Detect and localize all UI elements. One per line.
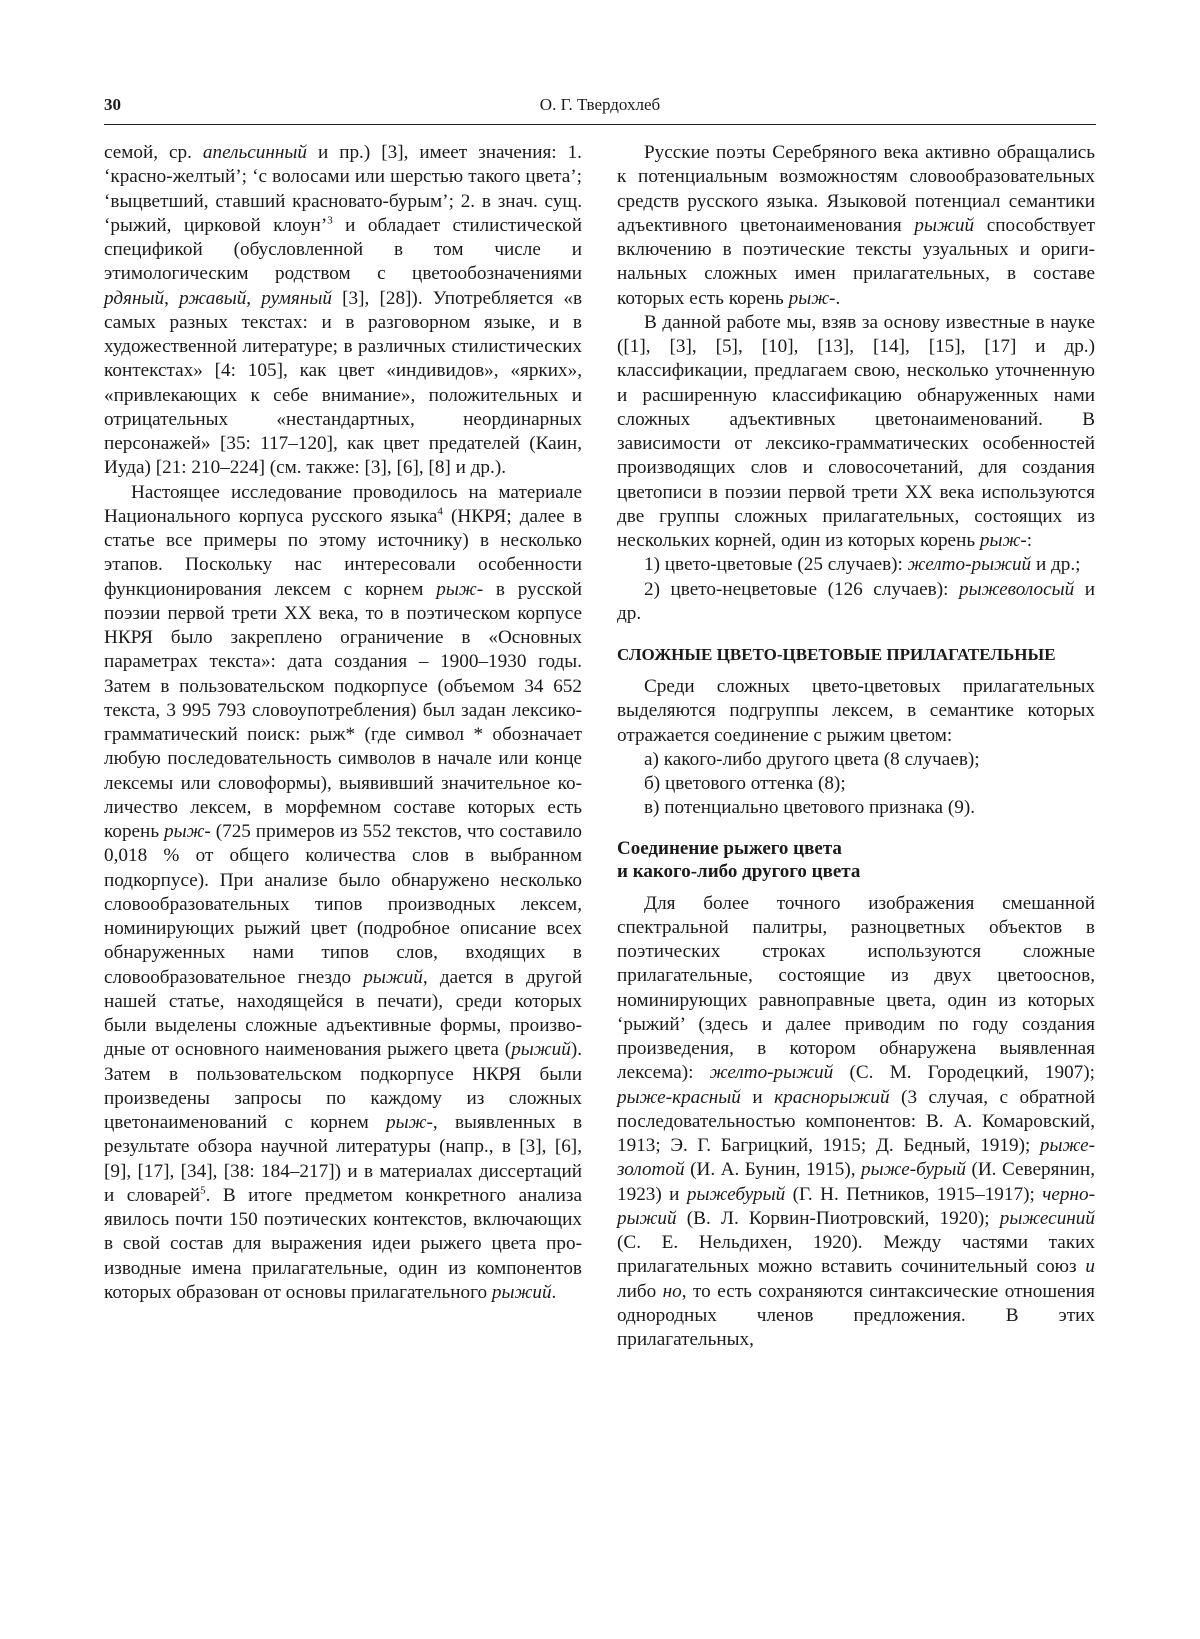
subsection-heading bbox=[617, 837, 1095, 883]
page-header bbox=[104, 93, 1096, 123]
paragraph: Настоящее исследование проводилось на материале Национального корпуса русского языка$^4$ (НКРЯ; далее в статье все примеры по этому источнику) в несколько этапов. Поскольку нас интересовали особенности функционирования лексем с корнем рыж- в русской поэзии первой трети XX века, то в поэтическом корпусе НКРЯ было закреплено ограничение в «Основных параметрах текста»: дата создания – 1900–1930 годы. Затем в пользовательском подкорпусе (объемом 34 652 текста, 3 995 793 словоупотребления) был задан лексико-грамматический поиск: рыж* (где символ * обозначает любую последовательность символов в начале или конце лексемы или словоформы), выявивший значительное количество лексем, в морфемном составе которых есть корень рыж- (725 примеров из 552 текстов, что составило 0,018 % от общего количества слов в выбранном подкорпусе). При анализе было обнаружено несколько словообразовательных типов производных лексем, номинирующих рыжий цвет (подробное описание всех обнаруженных нами типов слов, входящих в словообразовательное гнездо рыжий, дается в другой нашей статье, находящейся в печати), среди которых были выделены сложные адъективные формы, производные от основного наименования рыжего цвета (рыжий). Затем в пользовательском подкорпусе НКРЯ были произведены запросы по каждому из сложных цветонаименований с корнем рыж-, выявленных в результате обзора научной литературы (напр., в [3], [6], [9], [17], [34], [38: 184–217]) и в материалах диссертаций и словарей$^5$. В итоге предметом конкретного анализа явилось почти 150 поэтических контекстов, включающих в свой состав для выражения идеи рыжего цвета производные имена прилагательные, один из компонентов которых образован от основы прилагательного рыжий. bbox=[104, 481, 583, 1303]
list-item: а) какого-либо другого цвета (8 случаев); bbox=[644, 748, 980, 770]
paragraph: Среди сложных цвето-цветовых прилагательных выделяются подгруппы лексем, в семантике которых отражается соединение с рыжим цветом: bbox=[617, 676, 1095, 746]
header-rule bbox=[104, 124, 1096, 125]
subsection-heading-line: и какого-либо другого цвета bbox=[617, 860, 861, 882]
paragraph: семой, ср. апельсинный и пр.) [3], имеет значения: 1. ‘красно-желтый’; ‘с волосами или шерстью такого цвета’; ‘выцветший, ставший красновато-бурым’; 2. в знач. сущ. ‘рыжий, цирковой клоун’$^3$ и обладает стилистической спецификой (обусловленной в том числе и этимологическим родством с цветообозначениями рдяный, ржавый, румяный [3], [28]). Употребляется «в самых разных текстах: и в разговорном языке, и в художественной литературе; в различных стилистических контекстах» [4: 105], как цвет «индивидов», «ярких», «привлекающих к себе внимание», положительных и отрицательных «нестандартных, неординарных персонажей» [35: 117–120], как цвет предателей (Каин, Иуда) [21: 210–224] (см. также: [3], [6], [8] и др.). bbox=[104, 142, 583, 479]
left-column bbox=[104, 141, 582, 1305]
subsection-heading-line: Соединение рыжего цвета bbox=[617, 837, 842, 859]
page-number: 30 bbox=[104, 95, 121, 114]
right-column bbox=[617, 141, 1095, 1352]
list-item: 2) цвето-нецветовые (126 случаев): рыжеволосый и др. bbox=[617, 578, 1095, 624]
section-heading: СЛОЖНЫЕ ЦВЕТО-ЦВЕТОВЫЕ ПРИЛАГАТЕЛЬНЫЕ bbox=[617, 645, 1056, 664]
running-title: О. Г. Твердохлеб bbox=[539, 95, 661, 114]
list-item: б) цветового оттенка (8); bbox=[644, 773, 846, 794]
paragraph: Русские поэты Серебряного века активно обращались к потенциальным возможностям словообразовательных средств русского языка. Языковой потенциал семантики адъективного цветонаименования рыжий способствует включению в поэтические тексты узуальных и оригинальных сложных имен прилагательных, в составе которых есть корень рыж-. bbox=[617, 142, 1096, 309]
paragraph: В данной работе мы, взяв за основу известные в науке ([1], [3], [5], [10], [13], [14], [15], [17] и др.) классификации, предлагаем свою, несколько уточненную и расширенную классификацию обнаруженных нами сложных адъективных цветонаименований. В зависимости от лексико-грамматических особенностей производящих слов и словосочетаний, для создания цветописи в поэзии первой трети XX века используются две группы сложных прилагательных, состоящих из нескольких корней, один из которых корень рыж-: bbox=[617, 311, 1095, 551]
list-item: 1) цвето-цветовые (25 случаев): желто-рыжий и др.; bbox=[644, 554, 1081, 576]
paragraph: Для более точного изображения смешанной спектральной палитры, разноцветных объектов в поэтических строках используются сложные прилагательные, состоящие из двух цветооснов, номинирующих равноправные цвета, один из которых ‘рыжий’ (здесь и далее приводим по году создания произведения, в котором обнаружена выявленная лексема): желто-рыжий (С. М. Городецкий, 1907); рыже-красный и краснорыжий (3 случая, с обратной последовательностью компонентов: В. А. Комаровский, 1913; Э. Г. Багрицкий, 1915; Д. Бедный, 1919); рыже-золотой (И. А. Бунин, 1915), рыже-бурый (И. Северянин, 1923) и рыжебурый (Г. Н. Петников, 1915–1917); черно-рыжий (В. Л. Корвин-Пиотровский, 1920); рыжесиний (С. Е. Нельдихен, 1920). Между частями таких прилагательных можно вставить сочинительный союз и либо но, то есть сохраняются синтаксические отношения однородных членов предложения. В этих прилагательных, bbox=[617, 892, 1096, 1350]
list-item: в) потенциально цветового признака (9). bbox=[644, 797, 976, 819]
